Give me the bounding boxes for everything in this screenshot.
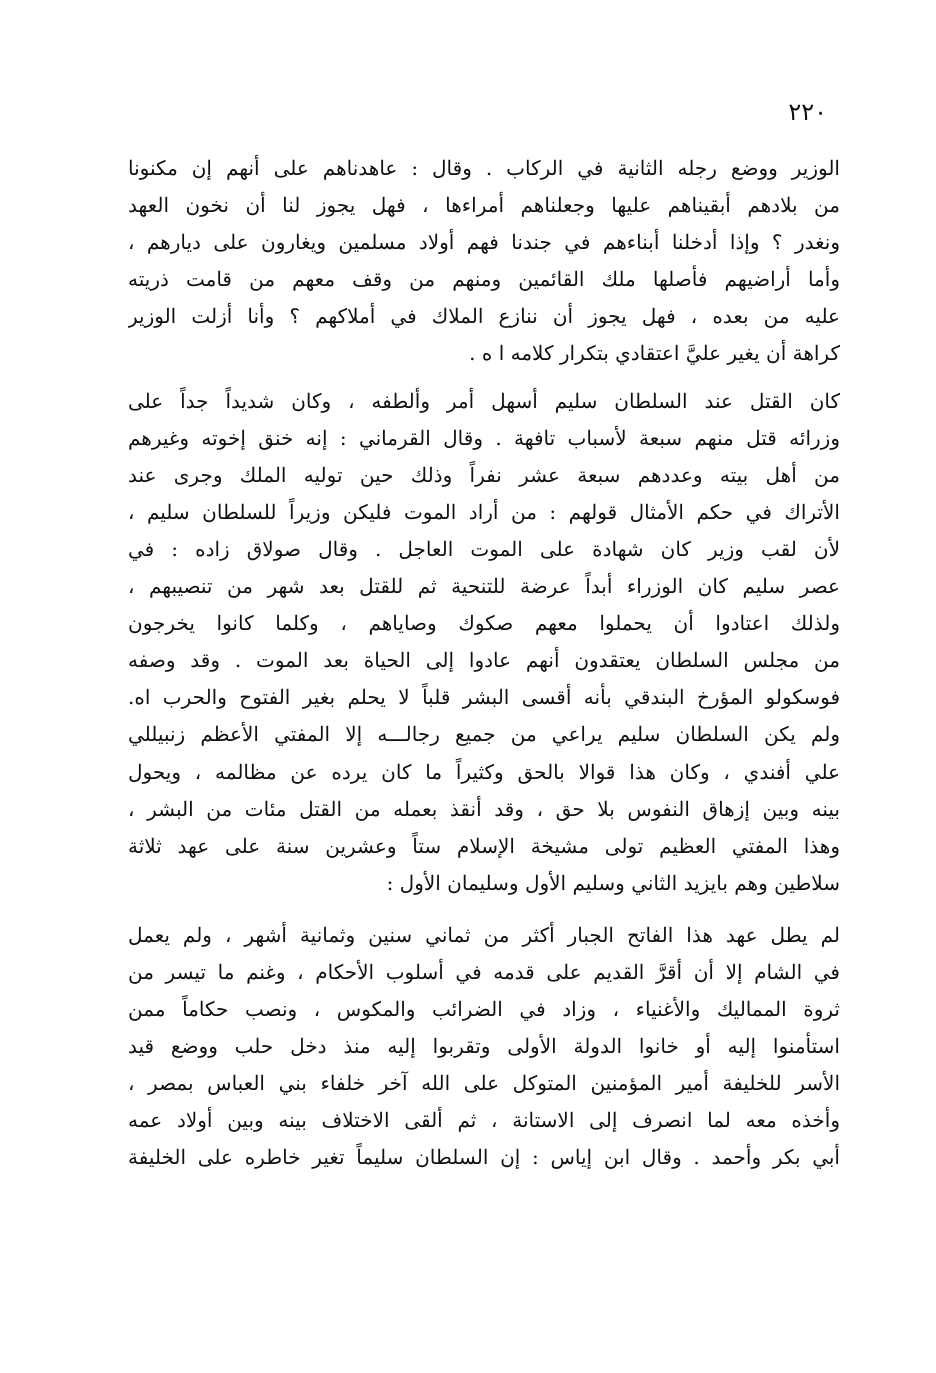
text-line: وأما أراضيهم فأصلها ملك القائمين ومنهم من وقف معهم من قامت ذريته xyxy=(128,267,840,292)
text-line: بينه وبين إزهاق النفوس بلا حق ، وقد أنقذ بعمله من القتل مئات من البشر ، xyxy=(128,796,840,821)
paragraph-spacer xyxy=(128,373,840,383)
text-line: استأمنوا إليه أو خانوا الدولة الأولى وتقربوا إليه منذ دخل حلب ووضع قيد xyxy=(128,1034,840,1059)
text-line: لأن لقب وزير كان شهادة على الموت العاجل . وقال صولاق زاده : في xyxy=(128,536,840,561)
text-line: كراهة أن يغير عليَّ اعتقادي بتكرار كلامه ا ه . xyxy=(469,341,840,366)
text-line: ثروة المماليك والأغنياء ، وزاد في الضرائب والمكوس ، ونصب حكاماً ممن xyxy=(128,997,840,1022)
text-line: عصر سليم كان الوزراء أبداً عرضة للتنحية ثم للقتل بعد شهر من تنصيبهم ، xyxy=(128,574,840,599)
text-line: علي أفندي ، وكان هذا قوالا بالحق وكثيراً ما كان يرده عن مظالمه ، ويحول xyxy=(128,759,840,784)
text-line: وهذا المفتي العظيم تولى مشيخة الإسلام ستاً وعشرين سنة على عهد ثلاثة xyxy=(128,833,840,858)
paragraph-3 xyxy=(128,917,840,1177)
text-line: من بلادهم أبقيناهم عليها وجعلناهم أمراءها ، فهل يجوز لنا أن نخون العهد xyxy=(128,193,840,218)
text-line: وزرائه قتل منهم سبعة لأسباب تافهة . وقال القرماني : إنه خنق إخوته وغيرهم xyxy=(128,425,840,450)
text-line: من مجلس السلطان يعتقدون أنهم عادوا إلى الحياة بعد الموت . وقد وصفه xyxy=(128,648,840,673)
paragraph-2 xyxy=(128,383,840,902)
text-line: الأتراك في حكم الأمثال قولهم : من أراد الموت فليكن وزيراً للسلطان سليم ، xyxy=(128,499,840,524)
text-line: الوزير ووضع رجله الثانية في الركاب . وقال : عاهدناهم على أنهم إن مكنونا xyxy=(128,156,840,180)
text-line: الأسر للخليفة أمير المؤمنين المتوكل على الله آخر خلفاء بني العباس بمصر ، xyxy=(128,1071,840,1096)
paragraph-1 xyxy=(128,150,840,373)
text-line: ولذلك اعتادوا أن يحملوا معهم صكوك وصاياهم ، وكلما كانوا يخرجون xyxy=(128,611,840,636)
body-text xyxy=(128,150,840,1177)
text-line: في الشام إلا أن أقرَّ القديم على قدمه في أسلوب الأحكام ، وغنم ما تيسر من xyxy=(128,959,840,984)
paragraph-spacer xyxy=(128,902,840,917)
text-line: من أهل بيته وعددهم سبعة عشر نفراً وذلك حين توليه الملك وجرى عند xyxy=(128,462,840,487)
text-line: ولم يكن السلطان سليم يراعي من جميع رجالـــه إلا المفتي الأعظم زنبيللي xyxy=(128,722,840,747)
text-line: لم يطل عهد هذا الفاتح الجبار أكثر من ثماني سنين وثمانية أشهر ، ولم يعمل xyxy=(128,922,840,947)
text-line: سلاطين وهم بايزيد الثاني وسليم الأول وسليمان الأول : xyxy=(386,870,840,895)
text-line: وأخذه معه لما انصرف إلى الاستانة ، ثم ألقى الاختلاف بينه وبين أولاد عمه xyxy=(128,1108,840,1133)
text-line: فوسكولو المؤرخ البندقي بأنه أقسى البشر قلباً لا يحلم بغير الفتوح والحرب اه. xyxy=(128,685,840,710)
text-line: عليه من بعده ، فهل يجوز أن ننازع الملاك في أملاكهم ؟ وأنا أزلت الوزير xyxy=(128,304,840,329)
text-line: كان القتل عند السلطان سليم أسهل أمر وألطفه ، وكان شديداً جداً على xyxy=(128,388,840,413)
text-line: ونغدر ؟ وإذا أدخلنا أبناءهم في جندنا فهم أولاد مسلمين ويغارون على ديارهم ، xyxy=(128,230,840,255)
page-number: ٢٢٠ xyxy=(788,98,827,126)
text-line: أبي بكر وأحمد . وقال ابن إياس : إن السلطان سليماً تغير خاطره على الخليفة xyxy=(128,1145,840,1170)
